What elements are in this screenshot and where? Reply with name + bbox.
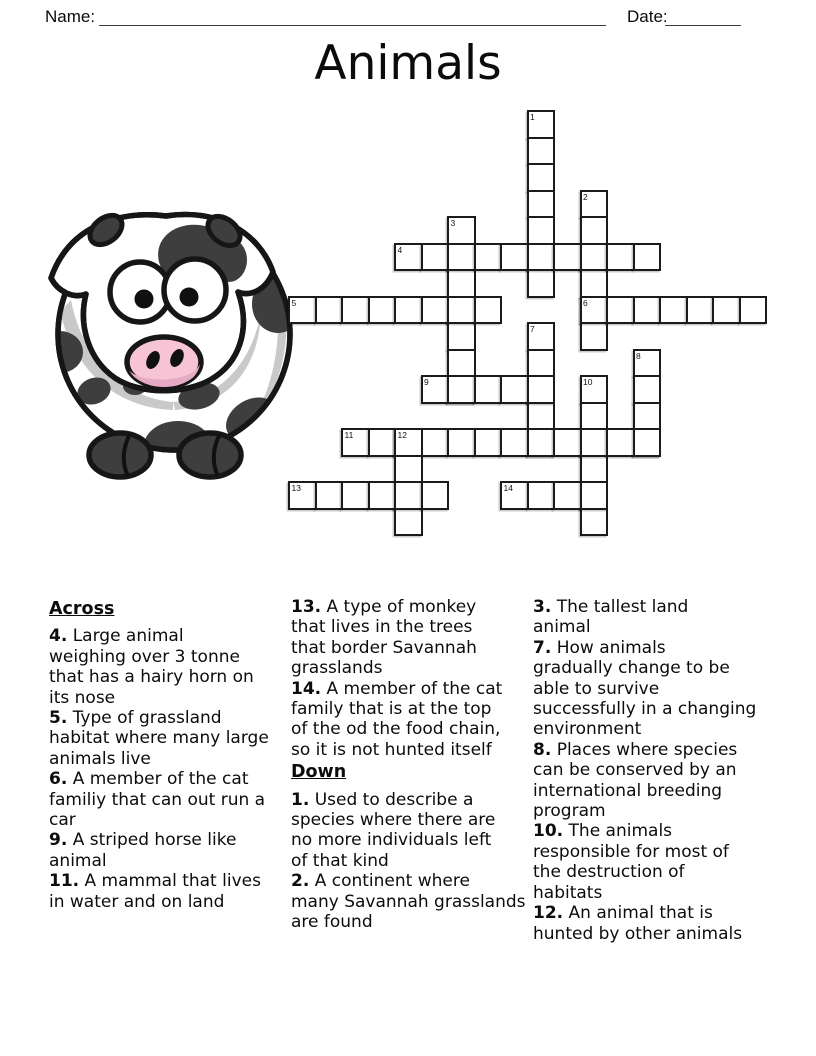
crossword-cell — [606, 428, 635, 457]
crossword-cell — [368, 296, 397, 325]
crossword-cell — [712, 296, 741, 325]
clue-14: 14. A member of the cat family that is at the top of the od the food chain, so it is not hunted itself — [291, 678, 503, 760]
crossword-cell — [527, 375, 556, 404]
crossword-cell — [580, 190, 609, 219]
clue-9: 9. A striped horse like animal — [49, 830, 237, 871]
crossword-cell — [288, 481, 317, 510]
clue-7: 7. How animals gradually change to be able to survive successfully in a changing environment — [533, 637, 757, 740]
crossword-cell — [341, 428, 370, 457]
crossword-cell — [580, 375, 609, 404]
crossword-cell — [315, 481, 344, 510]
crossword-cell — [633, 243, 662, 272]
crossword-cell — [686, 296, 715, 325]
date-line — [665, 25, 741, 26]
crossword-cell — [474, 375, 503, 404]
clue-number: 8. — [533, 739, 552, 760]
crossword-cell — [527, 322, 556, 351]
crossword-cell — [315, 296, 344, 325]
cow-illustration — [33, 200, 293, 492]
crossword-cell — [368, 428, 397, 457]
clue-number: 10. — [533, 821, 564, 842]
clue-number: 12. — [533, 903, 564, 924]
crossword-cell — [394, 243, 423, 272]
clue-number: 14. — [291, 678, 322, 699]
crossword-cell — [447, 428, 476, 457]
crossword-cell — [527, 402, 556, 431]
page-title: Animals — [314, 36, 502, 91]
crossword-cell — [633, 402, 662, 431]
clue-number: 7. — [533, 637, 552, 658]
crossword-cell — [527, 163, 556, 192]
crossword-cell-number: 11 — [344, 430, 354, 440]
crossword-cell — [580, 322, 609, 351]
crossword-cell — [474, 296, 503, 325]
crossword-cell — [527, 137, 556, 166]
crossword-cell — [580, 508, 609, 537]
date-label: Date: — [627, 7, 668, 26]
crossword-cell — [527, 110, 556, 139]
clue-12: 12. An animal that is hunted by other animals — [533, 903, 743, 944]
crossword-cell — [447, 216, 476, 245]
crossword-cell — [580, 296, 609, 325]
crossword-cell — [341, 481, 370, 510]
crossword-cell — [394, 296, 423, 325]
crossword-cell — [580, 243, 609, 272]
crossword-cell — [394, 428, 423, 457]
crossword-cell-number: 10 — [583, 377, 593, 387]
clue-number: 1. — [291, 789, 310, 810]
crossword-cell — [580, 455, 609, 484]
clues-heading-down: Down — [291, 762, 347, 783]
crossword-cell — [659, 296, 688, 325]
crossword-cell — [580, 402, 609, 431]
crossword-cell — [527, 190, 556, 219]
crossword-cell — [447, 375, 476, 404]
clue-1: 1. Used to describe a species where there are no more individuals left of that kind — [291, 789, 496, 871]
crossword-cell — [553, 243, 582, 272]
crossword-cell — [500, 481, 529, 510]
clue-column-3 — [533, 597, 777, 944]
crossword-cell — [633, 375, 662, 404]
crossword-cell — [606, 243, 635, 272]
crossword-cell-number: 13 — [291, 483, 301, 493]
crossword-cell — [421, 428, 450, 457]
name-label: Name: — [45, 7, 96, 26]
clue-number: 5. — [49, 708, 68, 729]
crossword-cell — [633, 349, 662, 378]
crossword-cell — [368, 481, 397, 510]
crossword-cell — [421, 296, 450, 325]
clue-number: 2. — [291, 871, 310, 892]
crossword-cell — [527, 428, 556, 457]
crossword-cell — [474, 243, 503, 272]
crossword-cell — [580, 481, 609, 510]
crossword-cell-number: 5 — [291, 297, 297, 308]
crossword-cell — [447, 243, 476, 272]
crossword-cell — [580, 269, 609, 298]
crossword-cell-number: 4 — [397, 244, 403, 255]
crossword-cell-number: 14 — [503, 483, 513, 493]
clue-5: 5. Type of grassland habitat where many large animals live — [49, 708, 269, 769]
clue-number: 4. — [49, 626, 68, 647]
crossword-cell — [606, 296, 635, 325]
clue-number: 9. — [49, 830, 68, 851]
clue-number: 6. — [49, 769, 68, 790]
crossword-cell — [500, 375, 529, 404]
crossword-cell — [421, 375, 450, 404]
crossword-cell — [500, 428, 529, 457]
crossword-cell — [527, 269, 556, 298]
crossword-cell — [580, 216, 609, 245]
crossword-cell — [553, 481, 582, 510]
crossword-cell — [394, 455, 423, 484]
clue-6: 6. A member of the cat familiy that can out run a car — [49, 769, 266, 831]
crossword-cell — [394, 481, 423, 510]
crossword-cell — [527, 349, 556, 378]
crossword-grid — [288, 110, 767, 537]
clues-heading-across: Across — [49, 599, 115, 619]
clue-4: 4. Large animal weighing over 3 tonne that has a hairy horn on its nose — [49, 626, 254, 708]
crossword-cell — [288, 296, 317, 325]
crossword-cell-number: 8 — [636, 350, 641, 361]
crossword-cell — [394, 508, 423, 537]
crossword-cell-number: 7 — [530, 324, 535, 334]
clue-13: 13. A type of monkey that lives in the trees that border Savannah grasslands — [291, 597, 477, 679]
crossword-cell-number: 6 — [583, 297, 588, 308]
cow-muzzle — [127, 337, 201, 388]
crossword-cell-number: 12 — [397, 430, 407, 440]
crossword-cell — [447, 322, 476, 351]
crossword-cell-number: 3 — [450, 218, 456, 228]
crossword-cell — [580, 428, 609, 457]
crossword-cell — [421, 243, 450, 272]
crossword-cell — [527, 481, 556, 510]
clue-number: 13. — [291, 597, 322, 617]
clue-11: 11. A mammal that lives in water and on land — [49, 871, 261, 912]
crossword-cell — [527, 243, 556, 272]
crossword-cell-number: 2 — [583, 191, 588, 202]
clue-column-1 — [49, 597, 293, 912]
crossword-cell — [500, 243, 529, 272]
clue-2: 2. A continent where many Savannah grasslands are found — [291, 871, 526, 933]
crossword-cell — [447, 349, 476, 378]
crossword-cell — [633, 428, 662, 457]
crossword-cell — [341, 296, 370, 325]
clue-number: 3. — [533, 597, 552, 617]
crossword-cell-number: 1 — [530, 112, 535, 122]
crossword-cell — [553, 428, 582, 457]
crossword-cell — [447, 269, 476, 298]
clue-8: 8. Places where species can be conserved by an international breeding program — [533, 739, 738, 822]
clue-10: 10. The animals responsible for most of the destruction of habitats — [533, 821, 729, 903]
crossword-cell-number: 9 — [424, 377, 429, 387]
crossword-cell — [421, 481, 450, 510]
crossword-cell — [633, 296, 662, 325]
crossword-cell — [527, 216, 556, 245]
crossword-cell — [474, 428, 503, 457]
clue-column-2 — [291, 597, 535, 933]
crossword-cell — [447, 296, 476, 325]
clue-number: 11. — [49, 871, 80, 892]
name-line — [99, 25, 606, 26]
crossword-cell — [739, 296, 768, 325]
clue-3: 3. The tallest land animal — [533, 597, 689, 638]
